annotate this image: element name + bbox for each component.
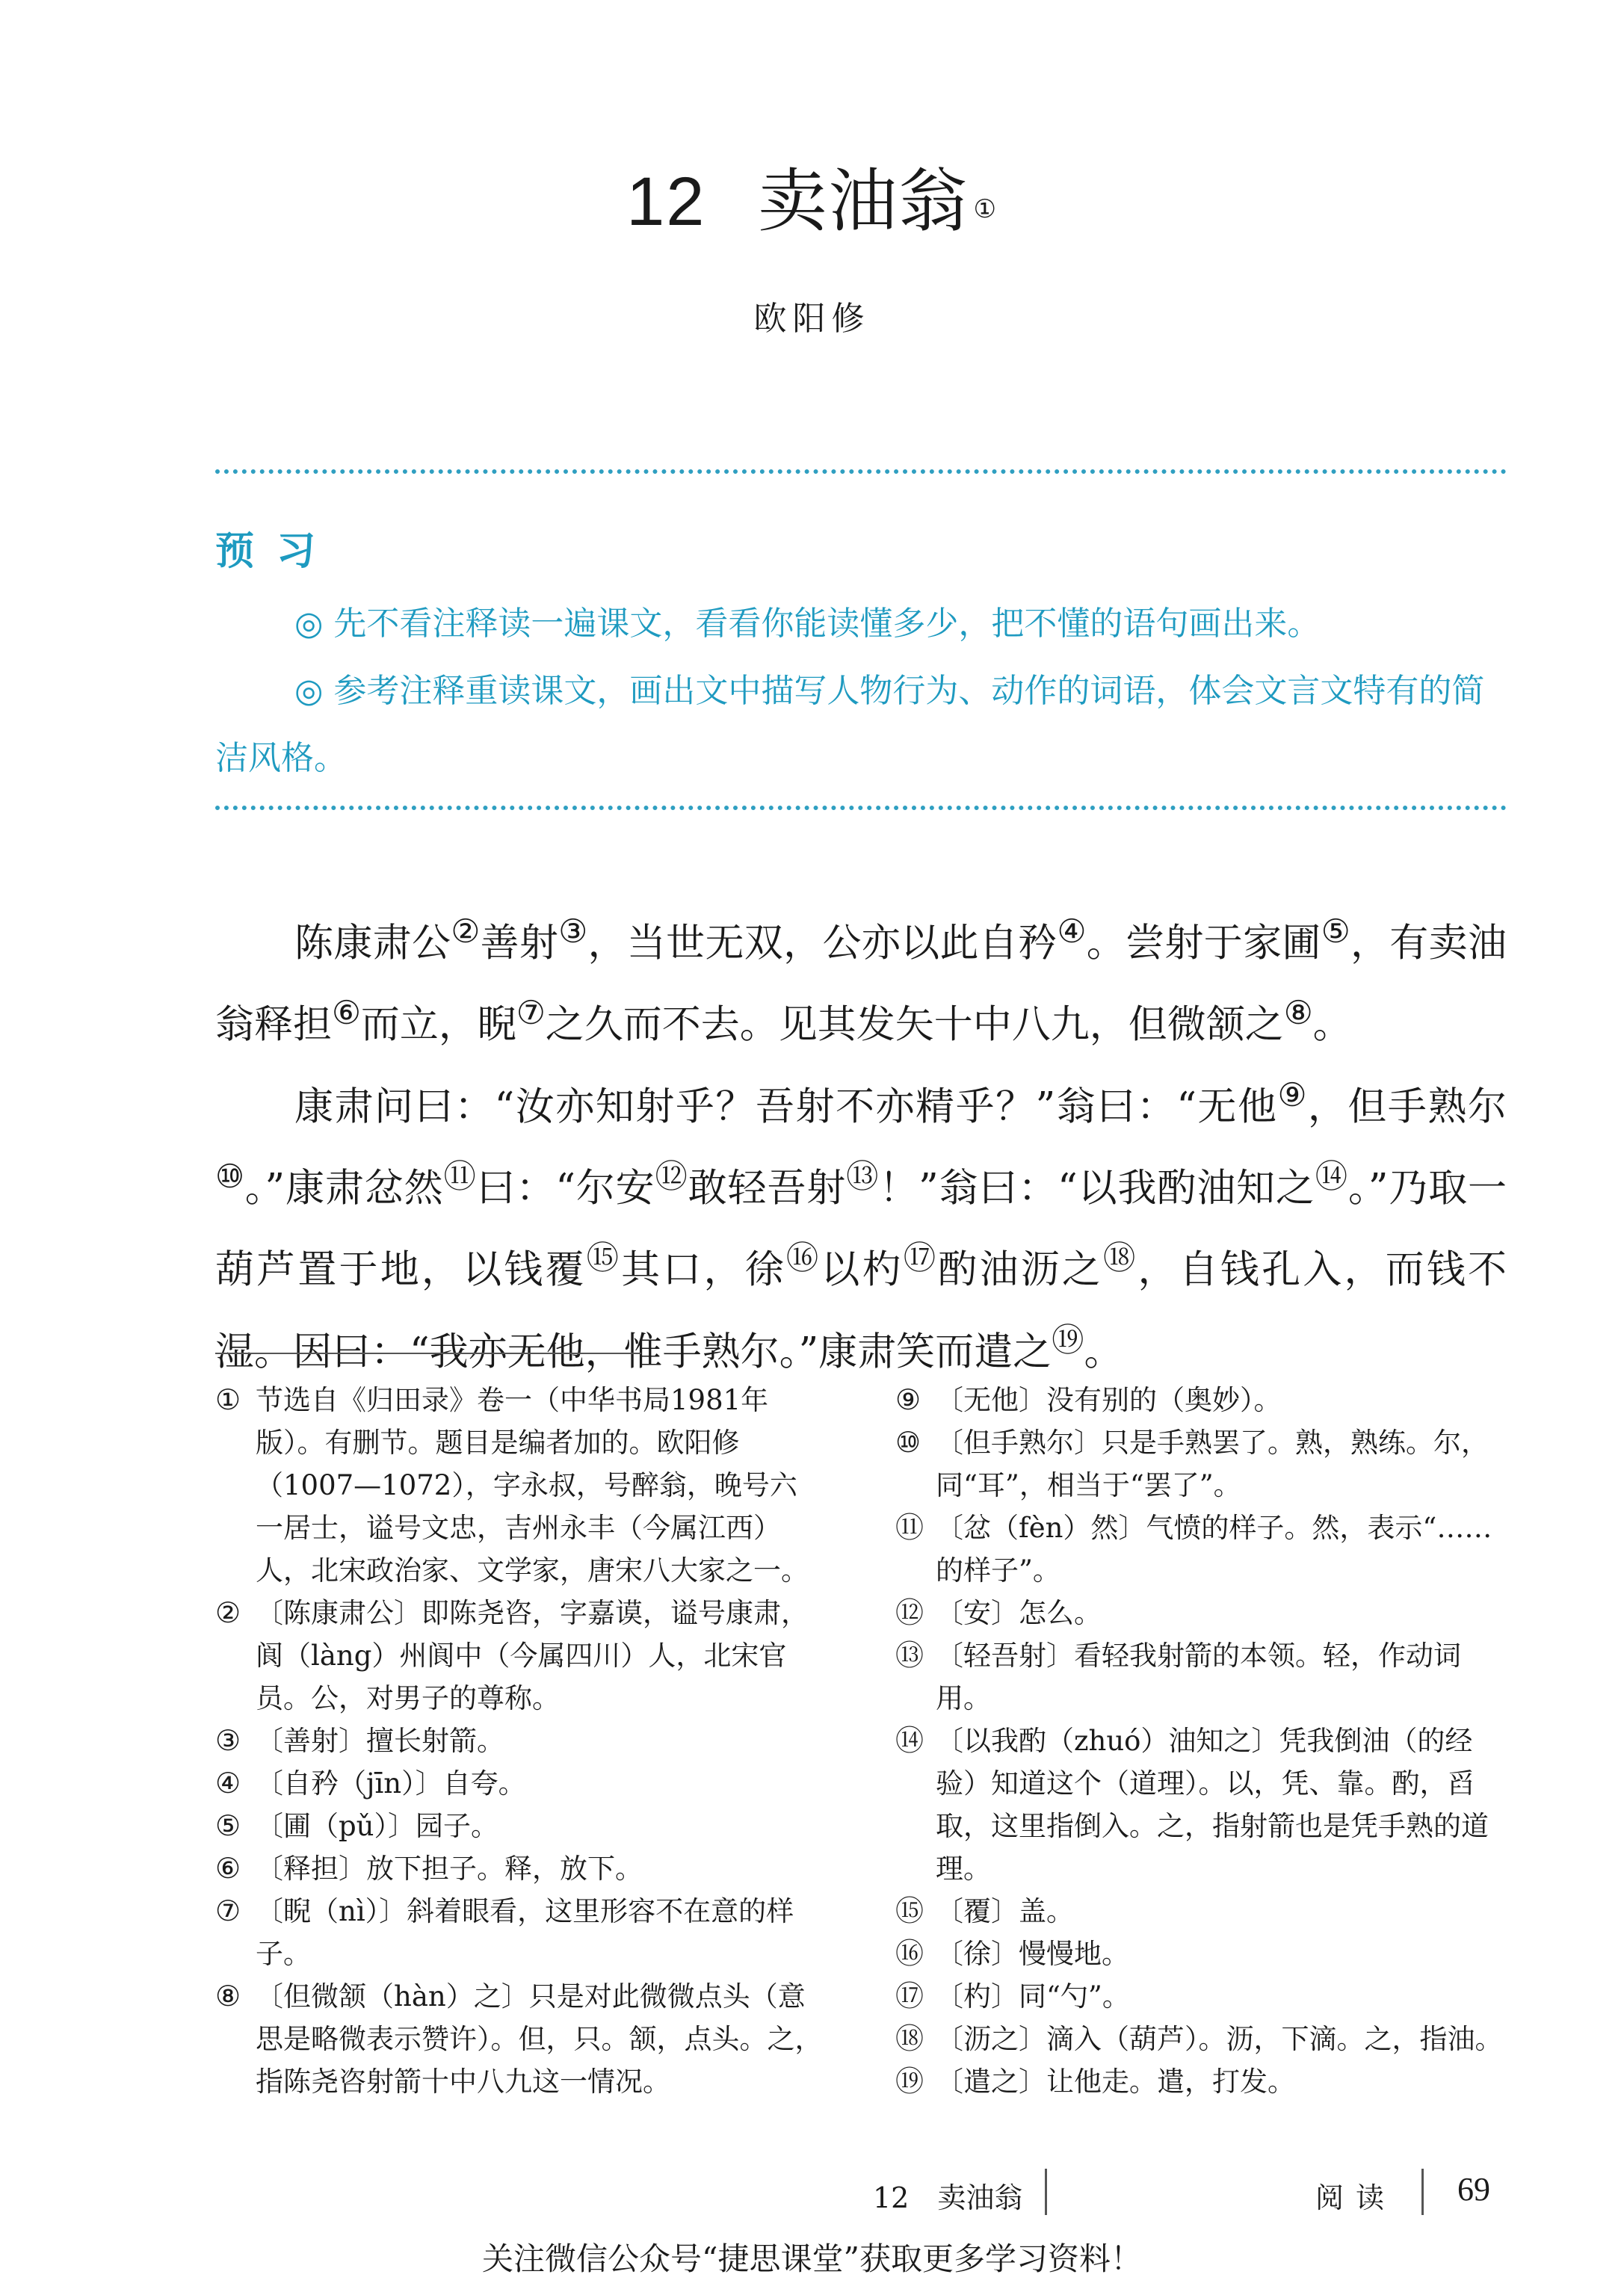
footnote-separator — [215, 1353, 641, 1354]
dotted-divider-bottom — [215, 806, 1507, 810]
preview-heading: 预习 — [215, 528, 339, 574]
footnote: ⑭ 〔以我酌（zhuó）油知之〕凭我倒油（的经验）知道这个（道理）。以，凭、靠。酌，舀取，这里指倒入。之，指射箭也是凭手熟的道理。 — [895, 1724, 1489, 1885]
main-text — [215, 897, 1507, 1387]
footer-divider — [1421, 2169, 1424, 2215]
notes-right-column — [895, 1379, 1507, 2103]
footnote: ⑥ 〔释担〕放下担子。释，放下。 — [215, 1852, 643, 1885]
footer-section-label: 阅读 — [1315, 2181, 1397, 2214]
footnote: ④ 〔自矜（jīn）〕自夸。 — [215, 1767, 526, 1800]
dotted-divider-top — [215, 469, 1507, 474]
footer-lesson-label: 12 卖油翁 — [873, 2181, 1023, 2214]
footnote: ⑨ 〔无他〕没有别的（奥妙）。 — [895, 1383, 1282, 1416]
footnote: ⑧ 〔但微颔（hàn）之〕只是对此微微点头（意思是略微表示赞许）。但，只。颔，点头。之，指陈尧咨射箭十中八九这一情况。 — [215, 1980, 823, 2098]
footnote: ⑯ 〔徐〕慢慢地。 — [895, 1937, 1129, 1970]
footnote: ⑦ 〔睨（nì）〕斜着眼看，这里形容不在意的样子。 — [215, 1894, 794, 1970]
footnote: ⑲ 〔遣之〕让他走。遣，打发。 — [895, 2065, 1295, 2098]
preview-item: ◎ 参考注释重读课文，画出文中描写人物行为、动作的词语，体会文言文特有的简洁风格。 — [215, 672, 1485, 777]
footnote: ⑤ 〔圃（pǔ）〕园子。 — [215, 1809, 499, 1842]
lesson-number: 12 — [626, 164, 706, 240]
footnote: ② 〔陈康肃公〕即陈尧咨，字嘉谟，谥号康肃，阆（làng）州阆中（今属四川）人，北宋官员。公，对男子的尊称。 — [215, 1596, 809, 1714]
main-paragraph-2: 康肃问曰：“汝亦知射乎？吾射不亦精乎？”翁曰：“无他⑨，但手熟尔⑩。”康肃忿然⑪曰：“尔安⑫敢轻吾射⑬！”翁曰：“以我酌油知之⑭。”乃取一葫芦置于地，以钱覆⑮其口，徐⑯以杓⑰酌油沥之⑱，自钱孔入，而钱不湿。因曰：“我亦无他，惟手熟尔。”康肃笑而遣之⑲。 — [215, 1076, 1507, 1374]
footnote: ⑮ 〔覆〕盖。 — [895, 1894, 1074, 1927]
footnote: ⑫ 〔安〕怎么。 — [895, 1596, 1102, 1629]
preview-item: ◎ 先不看注释读一遍课文，看看你能读懂多少，把不懂的语句画出来。 — [294, 605, 1321, 643]
footnote: ③ 〔善射〕擅长射箭。 — [215, 1724, 504, 1757]
promo-text: 关注微信公众号“捷思课堂”获取更多学习资料！ — [482, 2240, 1142, 2277]
footnote: ⑪ 〔忿（fèn）然〕气愤的样子。然，表示“……的样子”。 — [895, 1511, 1492, 1587]
footnote: ① 节选自《归田录》卷一（中华书局1981年版）。有删节。题目是编者加的。欧阳修（1007—1072），字永叔，号醉翁，晚号六一居士，谥号文忠，吉州永丰（今属江西）人，北宋政治家、文学家，唐宋八大家之一。 — [215, 1383, 809, 1587]
author: 欧阳修 — [753, 300, 871, 338]
main-paragraph-1: 陈康肃公②善射③，当世无双，公亦以此自矜④。尝射于家圃⑤，有卖油翁释担⑥而立，睨⑦之久而不去。见其发矢十中八九，但微颔之⑧。 — [215, 913, 1507, 1048]
footnote: ⑱ 〔沥之〕滴入（葫芦）。沥，下滴。之，指油。 — [895, 2022, 1503, 2055]
preview-list — [215, 590, 1507, 792]
footer-divider — [1045, 2169, 1047, 2215]
page-number: 69 — [1457, 2171, 1490, 2208]
lesson-title — [0, 157, 1624, 247]
footnote: ⑬ 〔轻吾射〕看轻我射箭的本领。轻，作动词用。 — [895, 1639, 1461, 1714]
notes-left-column — [215, 1379, 824, 2103]
footnote: ⑰ 〔杓〕同“勺”。 — [895, 1980, 1130, 2013]
lesson-title-text: 卖油翁 — [758, 161, 969, 241]
title-note-mark: ① — [973, 194, 998, 224]
footnote: ⑩ 〔但手熟尔〕只是手熟罢了。熟，熟练。尔，同“耳”，相当于“罢了”。 — [895, 1426, 1489, 1501]
